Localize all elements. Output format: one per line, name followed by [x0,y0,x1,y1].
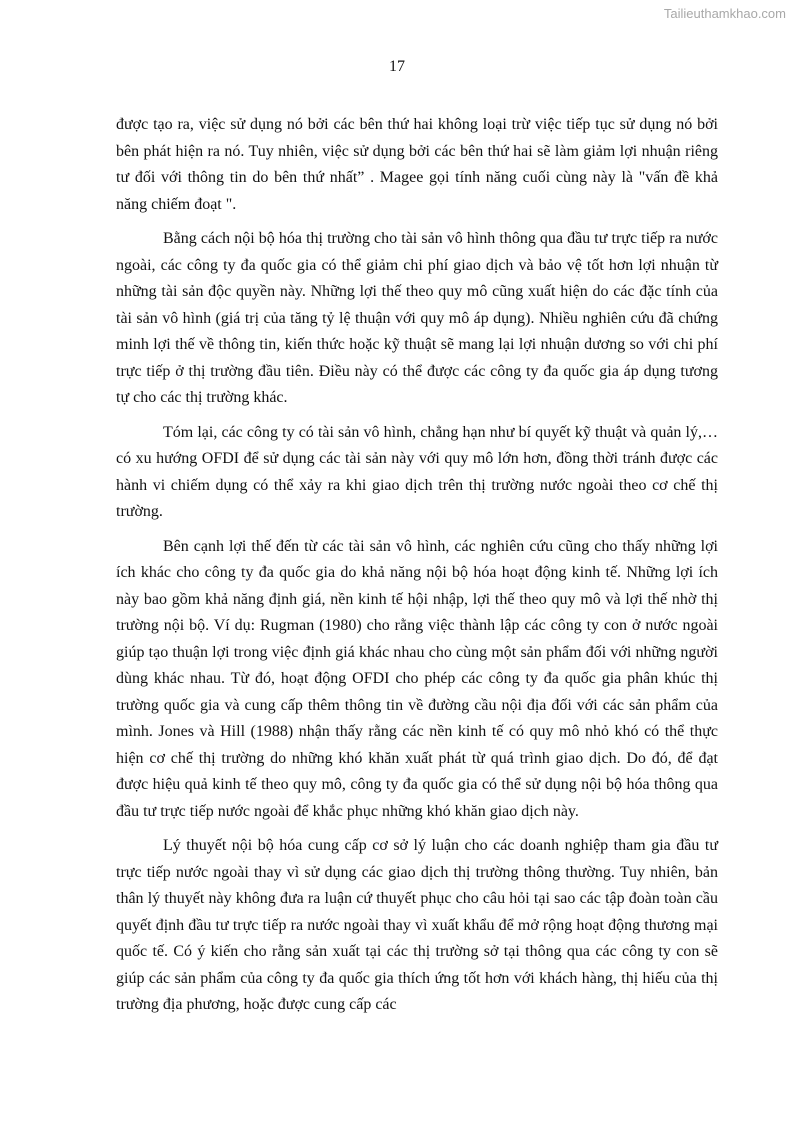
paragraph-summary: Tóm lại, các công ty có tài sản vô hình, chẳng hạn như bí quyết kỹ thuật và quản lý,… có xu hướng OFDI để sử dụng các tài sản này với quy mô lớn hơn, đồng thời tránh được các hành vi chiếm dụng có thể xảy ra khi giao dịch trên thị trường nước ngoài theo cơ chế thị trường. [116,423,718,520]
page-number: 17 [389,58,405,75]
paragraph-continuation: được tạo ra, việc sử dụng nó bởi các bên thứ hai không loại trừ việc tiếp tục sử dụng nó bởi bên phát hiện ra nó. Tuy nhiên, việc sử dụng bởi các bên thứ hai sẽ làm giảm lợi nhuận riêng tư đối với thông tin do bên thứ nhất” . Magee gọi tính năng cuối cùng này là "vấn đề khả năng chiếm đoạt ". [116,116,718,213]
watermark: Tailieuthamkhao.com [663,6,786,21]
document-body [116,112,718,1027]
paragraph-other-benefits: Bên cạnh lợi thế đến từ các tài sản vô hình, các nghiên cứu cũng cho thấy những lợi ích khác cho công ty đa quốc gia do khả năng nội bộ hóa hoạt động kinh tế. Những lợi ích này bao gồm khả năng định giá, nền kinh tế hội nhập, lợi thế theo quy mô và lợi thế nhờ thị trường nội bộ. Ví dụ: Rugman (1980) cho rằng việc thành lập các công ty con ở nước ngoài giúp tạo thuận lợi trong việc định giá khác nhau cho cùng một sản phẩm đối với những người dùng khác nhau. Từ đó, hoạt động OFDI cho phép các công ty đa quốc gia phân khúc thị trường quốc gia và cung cấp thêm thông tin về đường cầu nội địa đối với các sản phẩm của mình. Jones và Hill (1988) nhận thấy rằng các nền kinh tế có quy mô nhỏ khó có thể thực hiện cơ chế thị trường do những khó khăn xuất phát từ quá trình giao dịch. Do đó, để đạt được hiệu quả kinh tế theo quy mô, công ty đa quốc gia có thể sử dụng nội bộ hóa thông qua đầu tư trực tiếp nước ngoài để khắc phục những khó khăn giao dịch này. [116,537,718,820]
paragraph-internalization-theory: Lý thuyết nội bộ hóa cung cấp cơ sở lý luận cho các doanh nghiệp tham gia đầu tư trực tiếp nước ngoài thay vì sử dụng các giao dịch thị trường thông thường. Tuy nhiên, bản thân lý thuyết này không đưa ra luận cứ thuyết phục cho câu hỏi tại sao các tập đoàn toàn cầu quyết định đầu tư trực tiếp ra nước ngoài thay vì xuất khẩu để mở rộng hoạt động thương mại quốc tế. Có ý kiến cho rằng sản xuất tại các thị trường sở tại thông qua các công ty con sẽ giúp các sản phẩm của công ty đa quốc gia thích ứng tốt hơn với khách hàng, thị hiếu của thị trường địa phương, hoặc được cung cấp các [116,837,718,1013]
paragraph-internalization-intangible-assets: Bằng cách nội bộ hóa thị trường cho tài sản vô hình thông qua đầu tư trực tiếp ra nước ngoài, các công ty đa quốc gia có thể giảm chi phí giao dịch và bảo vệ tốt hơn lợi nhuận từ những tài sản độc quyền này. Những lợi thế theo quy mô cũng xuất hiện do các đặc tính của tài sản vô hình (giá trị của tăng tỷ lệ thuận với quy mô áp dụng). Nhiều nghiên cứu đã chứng minh lợi thế về thông tin, kiến thức hoặc kỹ thuật sẽ mang lại lợi nhuận dương so với chi phí trực tiếp ở thị trường đầu tiên. Điều này có thể được các công ty đa quốc gia áp dụng tương tự cho các thị trường khác. [116,230,718,406]
